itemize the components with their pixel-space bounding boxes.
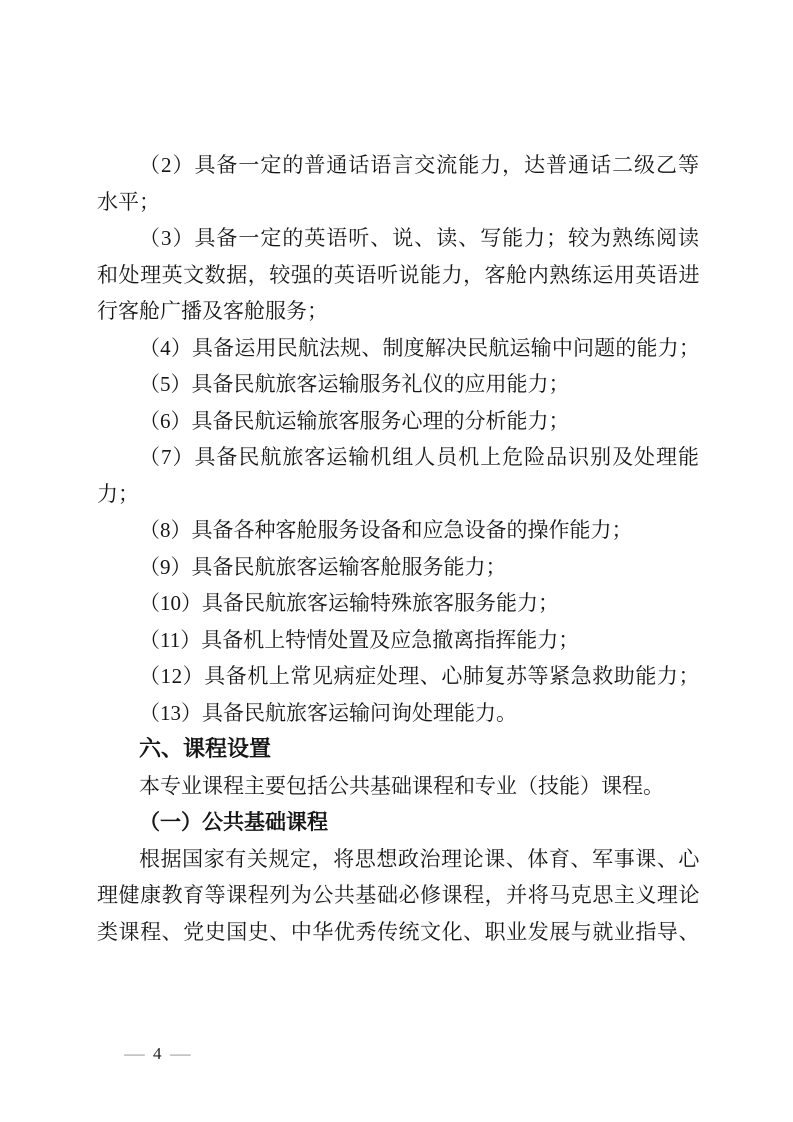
text-line: 理健康教育等课程列为公共基础必修课程，并将马克思主义理论 bbox=[97, 883, 700, 907]
text-line: （12）具备机上常见病症处理、心肺复苏等紧急救助能力； bbox=[139, 664, 700, 688]
text-line: （6）具备民航运输旅客服务心理的分析能力； bbox=[139, 408, 570, 433]
paragraph bbox=[97, 330, 700, 367]
page-footer bbox=[126, 1041, 189, 1067]
text-line: 力； bbox=[97, 481, 139, 506]
footer-dash-right: — bbox=[169, 1044, 191, 1063]
text-line: （9）具备民航旅客运输客舱服务能力； bbox=[139, 554, 507, 579]
text-line: （一）公共基础课程 bbox=[139, 810, 328, 834]
paragraph bbox=[97, 366, 700, 403]
paragraph bbox=[97, 549, 700, 586]
page-number: 4 bbox=[153, 1044, 162, 1063]
text-line: （2）具备一定的普通话语言交流能力，达普通话二级乙等 bbox=[139, 153, 700, 177]
section-heading bbox=[97, 731, 700, 768]
paragraph bbox=[97, 147, 700, 220]
text-line: 行客舱广播及客舱服务； bbox=[97, 299, 328, 323]
text-line: （10）具备民航旅客运输特殊旅客服务能力； bbox=[139, 591, 559, 615]
paragraph bbox=[97, 695, 700, 732]
paragraph bbox=[97, 585, 700, 622]
document-body bbox=[97, 147, 700, 950]
text-line: （3）具备一定的英语听、说、读、写能力；较为熟练阅读 bbox=[139, 226, 700, 250]
paragraph bbox=[97, 768, 700, 805]
footer-dash-left: — bbox=[124, 1044, 145, 1063]
text-line: （11）具备机上特情处置及应急撤离指挥能力； bbox=[139, 627, 580, 652]
paragraph bbox=[97, 841, 700, 951]
paragraph bbox=[97, 220, 700, 330]
text-line: 六、课程设置 bbox=[139, 736, 272, 761]
section-heading bbox=[97, 804, 700, 841]
text-line: 水平； bbox=[97, 189, 160, 214]
text-line: （4）具备运用民航法规、制度解决民航运输中问题的能力； bbox=[139, 335, 700, 360]
text-line: 本专业课程主要包括公共基础课程和专业（技能）课程。 bbox=[139, 773, 664, 798]
text-line: （7）具备民航旅客运输机组人员机上危险品识别及处理能 bbox=[139, 445, 700, 469]
text-line: 根据国家有关规定，将思想政治理论课、体育、军事课、心 bbox=[139, 846, 700, 871]
paragraph bbox=[97, 658, 700, 695]
text-line: （8）具备各种客舱服务设备和应急设备的操作能力； bbox=[139, 518, 633, 542]
text-line: 和处理英文数据，较强的英语听说能力，客舱内熟练运用英语进 bbox=[97, 262, 700, 287]
text-line: （13）具备民航旅客运输问询处理能力。 bbox=[139, 700, 517, 725]
text-line: 类课程、党史国史、中华优秀传统文化、职业发展与就业指导、 bbox=[97, 919, 700, 944]
paragraph bbox=[97, 439, 700, 512]
paragraph bbox=[97, 512, 700, 549]
text-line: （5）具备民航旅客运输服务礼仪的应用能力； bbox=[139, 372, 570, 396]
paragraph bbox=[97, 622, 700, 659]
paragraph bbox=[97, 403, 700, 440]
